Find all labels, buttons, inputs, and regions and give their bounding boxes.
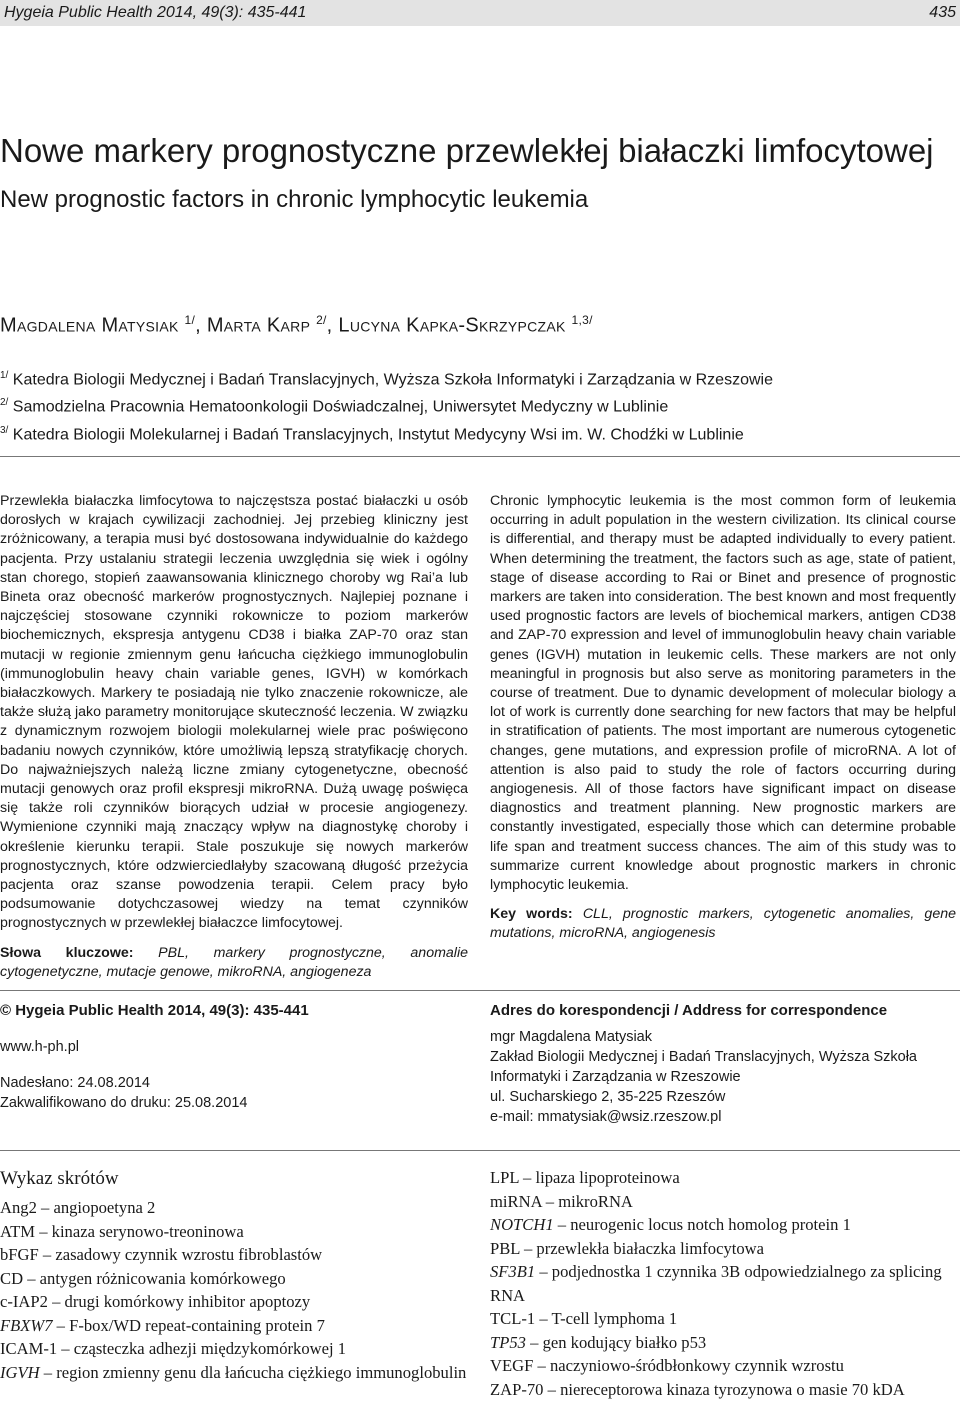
keywords-english-text: CLL, prognostic markers, cytogenetic anomalies, gene mutations, microRNA, angiogenesis (490, 906, 956, 942)
abbreviation-term: ICAM-1 (0, 1339, 58, 1358)
copyright-line: © Hygeia Public Health 2014, 49(3): 435-441 (0, 1002, 309, 1019)
affiliation-item (0, 391, 773, 418)
abbreviation-entry (490, 1307, 956, 1331)
abbreviation-definition: – F-box/WD repeat-containing protein 7 (52, 1315, 325, 1335)
correspondence-heading: Adres do korespondencji / Address for correspondence (490, 1002, 888, 1019)
abbreviation-entry (0, 1361, 468, 1385)
correspondence-email[interactable]: e-mail: mmatysiak@wsiz.rzeszow.pl (490, 1109, 722, 1125)
correspondence-line: ul. Sucharskiego 2, 35-225 Rzeszów (490, 1089, 726, 1105)
abbreviation-term: ATM (0, 1221, 36, 1241)
abbreviation-entry (490, 1260, 956, 1307)
abbreviation-entry (0, 1220, 468, 1244)
section-divider (0, 1150, 960, 1151)
keywords-polish (0, 944, 468, 982)
affiliation-text: Katedra Biologii Molekularnej i Badań Translacyjnych, Instytut Medycyny Wsi im. W. Chodźki w Lublinie (12, 425, 744, 443)
correspondence-line: Zakład Biologii Medycznej i Badań Translacyjnych, Wyższa Szkoła Informatyki i Zarządzania w Rzeszowie (490, 1049, 917, 1085)
author-name: Magdalena Matysiak (0, 314, 179, 337)
journal-info (0, 1001, 460, 1113)
abbreviation-definition: – mikroRNA (541, 1191, 633, 1211)
abbreviation-term: c-IAP2 (0, 1292, 48, 1311)
author-affiliation-ref: 1,3/ (571, 313, 593, 327)
abbreviation-term: TP53 (490, 1332, 526, 1352)
abbreviation-term: SF3B1 (490, 1262, 536, 1281)
abbreviation-entry (490, 1166, 956, 1190)
affiliation-text: Samodzielna Pracownia Hematoonkologii Doświadczalnej, Uniwersytet Medyczny w Lublinie (12, 398, 669, 416)
abbreviation-definition: – neurogenic locus notch homolog protein 1 (553, 1215, 851, 1234)
running-head (0, 0, 960, 26)
abbreviation-definition: – niereceptorowa kinaza tyrozynowa o masie 70 kDA (543, 1379, 905, 1399)
title-block (0, 130, 960, 214)
abbreviation-term: NOTCH1 (490, 1215, 554, 1234)
abbreviation-entry (0, 1290, 468, 1314)
abbreviation-definition: – cząsteczka adhezji międzykomórkowej 1 (57, 1339, 347, 1358)
abbreviation-definition: – T-cell lymphoma 1 (535, 1309, 678, 1328)
section-divider (0, 990, 960, 991)
keywords-english-label: Key words: (490, 906, 573, 923)
abbreviation-definition: – drugi komórkowy inhibitor apoptozy (47, 1292, 311, 1311)
abbreviation-entry (0, 1196, 468, 1220)
abbreviation-definition: – gen kodujący białko p53 (525, 1332, 707, 1352)
abbreviation-entry (0, 1267, 468, 1291)
author-name: Lucyna Kapka-Skrzypczak (338, 314, 566, 337)
abbreviation-entry (490, 1190, 956, 1214)
abbreviation-definition: – podjednostka 1 czynnika 3B odpowiedzialnego za splicing RNA (490, 1262, 942, 1305)
abbreviation-term: LPL (490, 1168, 519, 1187)
abbreviation-entry (0, 1314, 468, 1338)
abbreviations-left-column (0, 1196, 468, 1384)
abbreviation-term: miRNA (490, 1191, 542, 1211)
abbreviation-definition: – angiopoetyna 2 (36, 1198, 156, 1217)
title-polish: Nowe markery prognostyczne przewlekłej białaczki limfocytowej (0, 132, 934, 169)
abbreviation-term: IGVH (0, 1362, 40, 1382)
abbreviation-entry (490, 1378, 956, 1402)
author-name: Marta Karp (206, 314, 311, 337)
keywords-english (490, 905, 956, 943)
abbreviation-term: Ang2 (0, 1198, 37, 1217)
abbreviation-term: VEGF (490, 1356, 534, 1375)
abbreviation-term: FBXW7 (0, 1315, 53, 1335)
author-affiliation-ref: 2/ (316, 313, 327, 327)
affiliations (0, 364, 773, 446)
abbreviation-definition: – lipaza lipoproteinowa (518, 1168, 680, 1187)
journal-citation: Hygeia Public Health 2014, 49(3): 435-441 (4, 4, 307, 21)
correspondence-line: mgr Magdalena Matysiak (490, 1029, 652, 1045)
abbreviation-term: bFGF (0, 1245, 39, 1264)
abbreviation-definition: – kinaza serynowo-treoninowa (35, 1221, 244, 1241)
keywords-polish-text: PBL, markery prognostyczne, anomalie cytogenetyczne, mutacje genowe, mikroRNA, angiogeneza (0, 944, 468, 980)
abbreviations-right-column (490, 1166, 956, 1401)
abstract-english (490, 492, 956, 944)
abbreviation-term: CD (0, 1268, 24, 1288)
abbreviation-definition: – zasadowy czynnik wzrostu fibroblastów (38, 1245, 323, 1264)
correspondence (490, 1001, 956, 1127)
abbreviation-term: PBL (490, 1238, 520, 1258)
abbreviation-term: TCL-1 (490, 1309, 536, 1328)
abstract-polish (0, 492, 468, 982)
abbreviation-entry (490, 1213, 956, 1237)
affiliation-item (0, 419, 773, 446)
author-affiliation-ref: 1/ (184, 313, 196, 327)
submitted-date: Nadesłano: 24.08.2014 (0, 1075, 150, 1091)
abbreviation-definition: – naczyniowo-śródbłonkowy czynnik wzrostu (533, 1356, 844, 1375)
section-divider (0, 456, 960, 457)
abbreviation-term: ZAP-70 (490, 1379, 544, 1399)
abstract-polish-text: Przewlekła białaczka limfocytowa to najczęstsza postać białaczki u osób dorosłych w krajach cywilizacji zachodniej. Jej przebieg kliniczny jest zróżnicowany, a terapia musi być dostosowana indywidualnie do każdego pacjenta. Przy ustalaniu strategii leczenia uwzględnia się wiek i ogólny stan chorego, stopień zaawansowania klinicznego choroby wg Rai’a lub Bineta oraz obecność markerów prognostycznych. Najlepiej poznane i najczęściej stosowane czynniki rokownicze to poziom markerów biochemicznych, ekspresja antygenu CD38 i białka ZAP-70 oraz stan mutacji w regionie zmiennym genu łańcucha ciężkiego immunoglobulin (immunoglobulin heavy chain variable genes, IGVH) w komórkach białaczkowych. Markery te posiadają nie tylko znaczenie rokownicze, ale także służą jako parametry monitorujące skuteczność leczenia. W związku z dynamicznym rozwojem biologii molekularnej wiele prac poświęcono badaniu nowych czynników, które umożliwią lepszą stratyfikację chorych. Do najważniejszych należą liczne zmiany cytogenetyczne, obecność mutacji genowych oraz profil ekspresji mikroRNA. Dużą uwagę poświęca się także roli czynników biorących udział w procesie angiogenezy. Wymienione czynniki mają znaczący wpływ na diagnostykę choroby i określenie kierunku terapii. Stale poszukuje się nowych markerów prognostycznych, które odzwierciedlałyby szacowaną długość przeżycia pacjenta oraz szanse powodzenia terapii. Celem pracy było podsumowanie dotychczasowej wiedzy na temat czynników prognostycznych w przewlekłej białaczce limfocytowej. (0, 493, 468, 932)
keywords-polish-label: Słowa kluczowe: (0, 944, 134, 961)
abbreviation-definition: – przewlekła białaczka limfocytowa (519, 1238, 765, 1258)
journal-url[interactable]: www.h-ph.pl (0, 1039, 79, 1055)
page-number: 435 (929, 4, 956, 21)
abbreviation-entry (0, 1243, 468, 1267)
abbreviation-entry (490, 1331, 956, 1355)
affiliation-marker: 1/ (0, 370, 9, 381)
abbreviation-definition: – region zmienny genu dla łańcucha ciężkiego immunoglobulin (39, 1362, 467, 1382)
abbreviation-entry (490, 1354, 956, 1378)
affiliation-item (0, 364, 773, 391)
affiliation-marker: 2/ (0, 397, 9, 409)
accepted-date: Zakwalifikowano do druku: 25.08.2014 (0, 1095, 248, 1111)
abbreviation-entry (0, 1337, 468, 1361)
abbreviation-definition: – antygen różnicowania komórkowego (23, 1268, 286, 1288)
affiliation-text: Katedra Biologii Medycznej i Badań Translacyjnych, Wyższa Szkoła Informatyki i Zarządzania w Rzeszowie (12, 371, 773, 389)
title-english: New prognostic factors in chronic lymphocytic leukemia (0, 186, 589, 213)
abbreviations-title: Wykaz skrótów (0, 1168, 119, 1189)
affiliation-marker: 3/ (0, 424, 9, 436)
author-list: Magdalena Matysiak $^{1/}$, Marta Karp $^{2/}$, Lucyna Kapka-Skrzypczak $^{1,3/}$ (0, 313, 593, 337)
abstract-english-text: Chronic lymphocytic leukemia is the most common form of leukemia occurring in adult population in the western civilization. Its clinical course is differential, and therapy must be adapted individually to every patient. When determining the treatment, the factors such as age, state of patient, stage of disease according to Rai or Binet and presence of prognostic markers are taken into consideration. The best known and most frequently used prognostic factors are levels of biochemical markers, antigen CD38 and ZAP-70 expression and level of immunoglobulin heavy chain variable genes (IGVH) mutation in leukemic cells. These markers are not only meaningful in prognosis but also serve as monitoring parameters in the course of treatment. Due to dynamic development of molecular biology a lot of work is currently done searching for new factors that may be helpful in stratification of patients. The most important are numerous cytogenetic changes, gene mutations, and expression profile of microRNA. A lot of attention is also paid to study the role of factors occurring during angiogenesis. All of those factors have significant impact on disease diagnostics and treatment planning. New prognostic markers are constantly investigated, especially those which can determine probable life span and treatment success chances. The aim of this study was to summarize current knowledge about prognostic markers in chronic lymphocytic leukemia. (490, 493, 956, 894)
abbreviation-entry (490, 1237, 956, 1261)
